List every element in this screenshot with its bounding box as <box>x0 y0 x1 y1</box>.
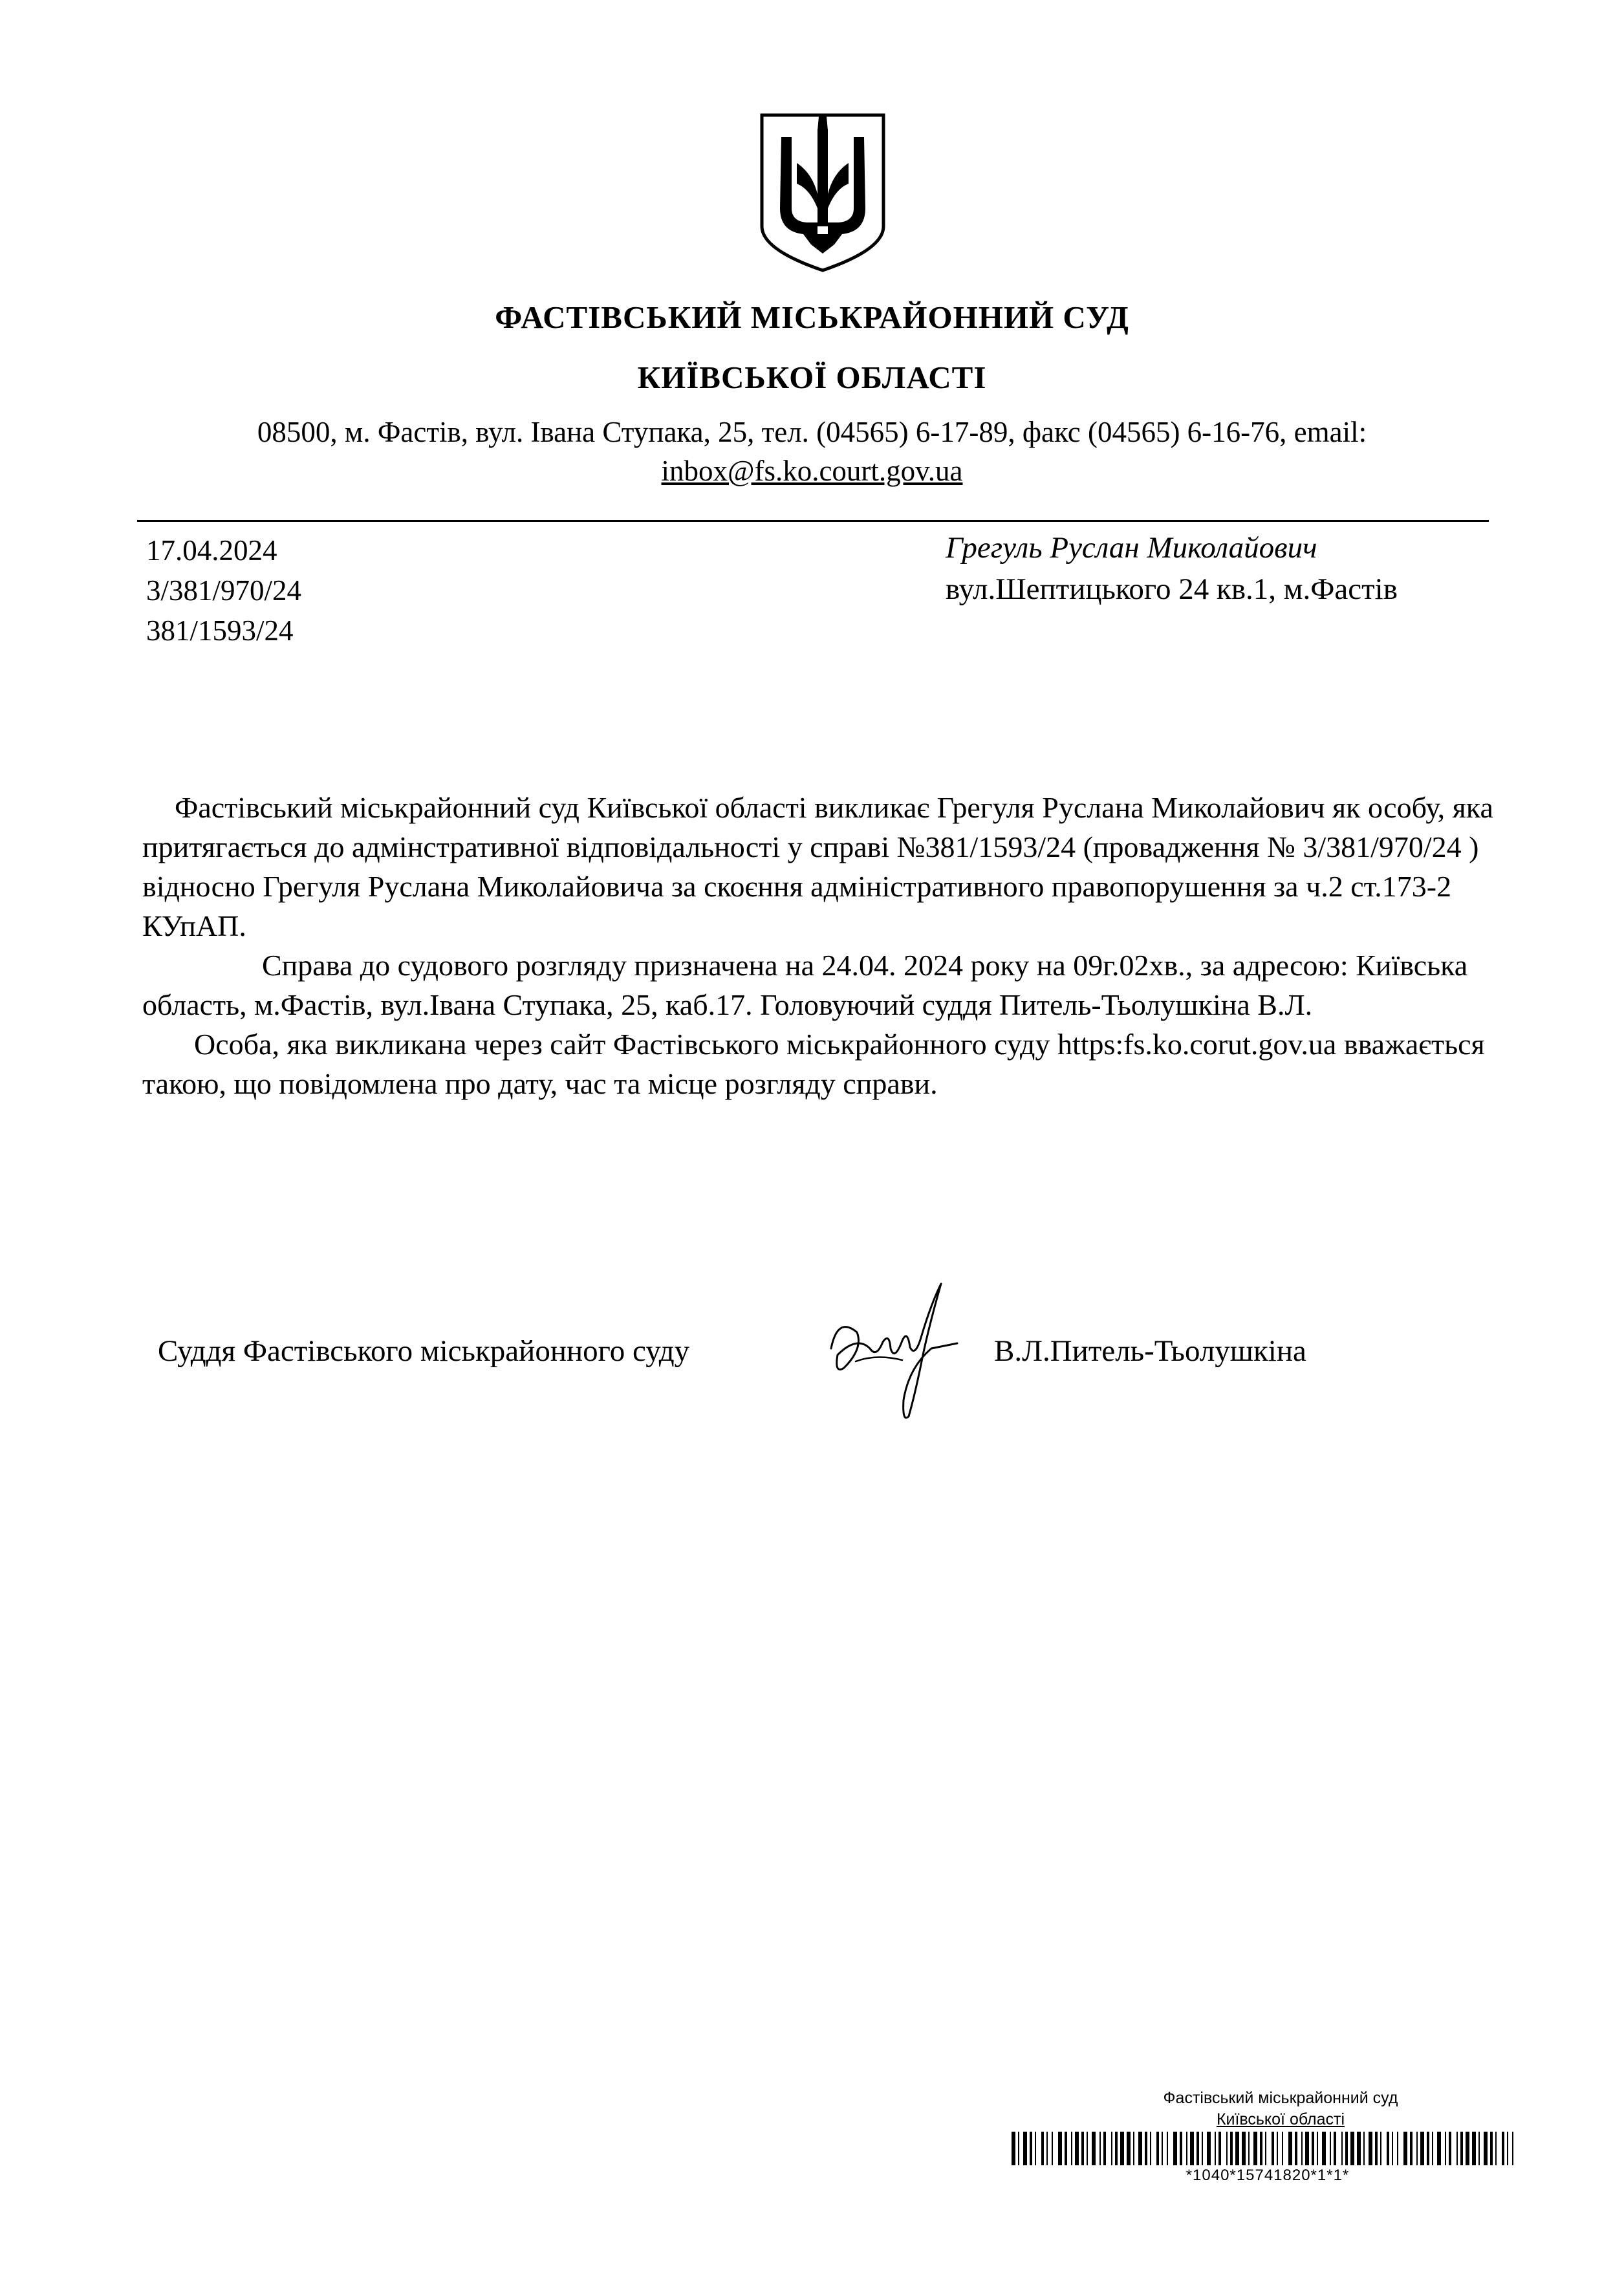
barcode-bar <box>1345 2132 1348 2165</box>
barcode-bar <box>1387 2132 1389 2165</box>
barcode-bar <box>1277 2132 1278 2165</box>
barcode-bar <box>1466 2132 1469 2165</box>
document-barcode <box>1009 2132 1520 2165</box>
barcode-bar <box>1075 2132 1079 2165</box>
barcode-bar <box>1150 2132 1151 2165</box>
recipient-block <box>946 527 1398 610</box>
barcode-bar <box>1392 2132 1393 2165</box>
barcode-bar <box>1490 2132 1493 2165</box>
barcode-bar <box>1018 2132 1019 2165</box>
barcode-bar <box>1030 2132 1032 2165</box>
barcode-bar <box>1445 2132 1446 2165</box>
signer-name: В.Л.Питель-Тьолушкіна <box>994 1334 1306 1368</box>
barcode-bar <box>1295 2132 1297 2165</box>
barcode-bar <box>1111 2132 1112 2165</box>
barcode-bar <box>1218 2132 1221 2165</box>
barcode-bar <box>1260 2132 1262 2165</box>
barcode-bar <box>1035 2132 1036 2165</box>
barcode-bar <box>1058 2132 1062 2165</box>
summons-body <box>142 788 1533 1103</box>
barcode-bar <box>1092 2132 1096 2165</box>
barcode-bar <box>1432 2132 1433 2165</box>
barcode-bar <box>1180 2132 1182 2165</box>
stamp-court-region: Київської області <box>1216 2110 1345 2128</box>
barcode-bar <box>1317 2132 1318 2165</box>
barcode-bar <box>1248 2132 1250 2165</box>
barcode-bar <box>1226 2132 1228 2165</box>
barcode-bar <box>1495 2132 1497 2165</box>
barcode-bar <box>1507 2132 1508 2165</box>
barcode-bar <box>1242 2132 1246 2165</box>
barcode-bar <box>1512 2132 1513 2165</box>
barcode-bar <box>1167 2132 1168 2165</box>
barcode-number: *1040*15741820*1*1* <box>1186 2167 1350 2184</box>
barcode-bar <box>1380 2132 1381 2165</box>
document-date: 17.04.2024 <box>146 534 277 567</box>
court-email-link[interactable]: inbox@fs.ko.court.gov.ua <box>661 455 963 487</box>
recipient-name: Грегуль Руслан Миколайович <box>946 531 1317 565</box>
barcode-bar <box>1456 2132 1458 2165</box>
barcode-bar <box>1357 2132 1361 2165</box>
barcode-bar <box>1282 2132 1283 2165</box>
barcode-bar <box>1115 2132 1118 2165</box>
barcode-bar <box>1416 2132 1418 2165</box>
barcode-bar <box>1230 2132 1233 2165</box>
stamp-court-name: Фастівський міськрайонний суд <box>1163 2089 1398 2107</box>
barcode-bar <box>1133 2132 1134 2165</box>
barcode-bar <box>1472 2132 1476 2165</box>
case-number: 381/1593/24 <box>146 614 294 647</box>
barcode-bar <box>1202 2132 1203 2165</box>
barcode-bar <box>1301 2132 1303 2165</box>
barcode-bar <box>1397 2132 1398 2165</box>
barcode-bar <box>1484 2132 1488 2165</box>
barcode-bar <box>1449 2132 1451 2165</box>
barcode-bar <box>1420 2132 1424 2165</box>
barcode-bar <box>1288 2132 1292 2165</box>
barcode-bar <box>1235 2132 1239 2165</box>
barcode-bar <box>1253 2132 1257 2165</box>
barcode-bar <box>1272 2132 1274 2165</box>
handwritten-signature <box>818 1271 973 1426</box>
barcode-bar <box>1103 2132 1106 2165</box>
barcode-bar <box>1190 2132 1194 2165</box>
barcode-bar <box>1403 2132 1407 2165</box>
document-meta <box>146 530 301 651</box>
court-name: ФАСТІВСЬКИЙ МІСЬКРАЙОННИЙ СУД <box>495 299 1129 335</box>
barcode-bar <box>1350 2132 1354 2165</box>
header-divider <box>137 520 1489 522</box>
coat-of-arms-emblem <box>758 111 887 274</box>
barcode-bar <box>1099 2132 1101 2165</box>
proceeding-number: 3/381/970/24 <box>146 574 302 607</box>
recipient-address: вул.Шептицького 24 кв.1, м.Фастів <box>946 572 1398 606</box>
barcode-bar <box>1334 2132 1336 2165</box>
barcode-bar <box>1322 2132 1326 2165</box>
barcode-bar <box>1215 2132 1216 2165</box>
barcode-bar <box>1460 2132 1463 2165</box>
court-address: 08500, м. Фастів, вул. Івана Ступака, 25, тел. (04565) 6-17-89, факс (04565) 6-16-76, email: <box>257 416 1367 448</box>
barcode-bar <box>1437 2132 1441 2165</box>
barcode-bar <box>1427 2132 1429 2165</box>
barcode-bar <box>1173 2132 1177 2165</box>
barcode-bar <box>1207 2132 1211 2165</box>
barcode-bar <box>1502 2132 1504 2165</box>
court-region: КИЇВСЬКОЇ ОБЛАСТІ <box>637 360 987 395</box>
barcode-bar <box>1127 2132 1131 2165</box>
barcode-bar <box>1375 2132 1378 2165</box>
barcode-bar <box>1341 2132 1343 2165</box>
barcode-bar <box>1012 2132 1015 2165</box>
barcode-bar <box>1196 2132 1199 2165</box>
barcode-bar <box>1369 2132 1372 2165</box>
barcode-bar <box>1162 2132 1163 2165</box>
barcode-bar <box>1120 2132 1124 2165</box>
barcode-bar <box>1145 2132 1147 2165</box>
barcode-bar <box>1265 2132 1266 2165</box>
summons-paragraph-3: Особа, яка викликана через сайт Фастівського міськрайонного суду https:fs.ko.corut.gov.ua вважається такою, що повідомлена про дату, час та місце розгляду справи. <box>142 1028 1485 1100</box>
signer-title: Суддя Фастівського міськрайонного суду <box>158 1334 690 1368</box>
barcode-bar <box>1065 2132 1067 2165</box>
barcode-bar <box>1330 2132 1331 2165</box>
barcode-bar <box>1087 2132 1088 2165</box>
barcode-bar <box>1023 2132 1027 2165</box>
barcode-bar <box>1312 2132 1314 2165</box>
barcode-bar <box>1478 2132 1480 2165</box>
barcode-bar <box>1138 2132 1142 2165</box>
summons-paragraph-2: Справа до судового розгляду призначена на 24.04. 2024 року на 09г.02хв., за адресою: Київська область, м.Фастів, вул.Івана Ступака, 25, каб.17. Головуючий суддя Питель-Тьолушкіна В.Л. <box>142 949 1468 1021</box>
registry-stamp <box>1009 2089 1526 2185</box>
summons-paragraph-1: Фастівський міськрайонний суд Київської області викликає Грегуля Руслана Миколайович як особу, яка притягається до адмінстративної відповідальності у справі №381/1593/24 (провадження № 3/381/970/24 ) відносно Грегуля Руслана Миколайовича за скоєння адміністративного правопорушення за ч.2 ст.173-2 КУпАП. <box>142 791 1493 942</box>
barcode-bar <box>1363 2132 1365 2165</box>
barcode-bar <box>1410 2132 1413 2165</box>
barcode-bar <box>1186 2132 1187 2165</box>
barcode-bar <box>1081 2132 1084 2165</box>
barcode-bar <box>1052 2132 1053 2165</box>
barcode-bar <box>1156 2132 1159 2165</box>
barcode-bar <box>1071 2132 1072 2165</box>
barcode-bar <box>1046 2132 1048 2165</box>
barcode-bar <box>1305 2132 1309 2165</box>
barcode-bar <box>1041 2132 1044 2165</box>
